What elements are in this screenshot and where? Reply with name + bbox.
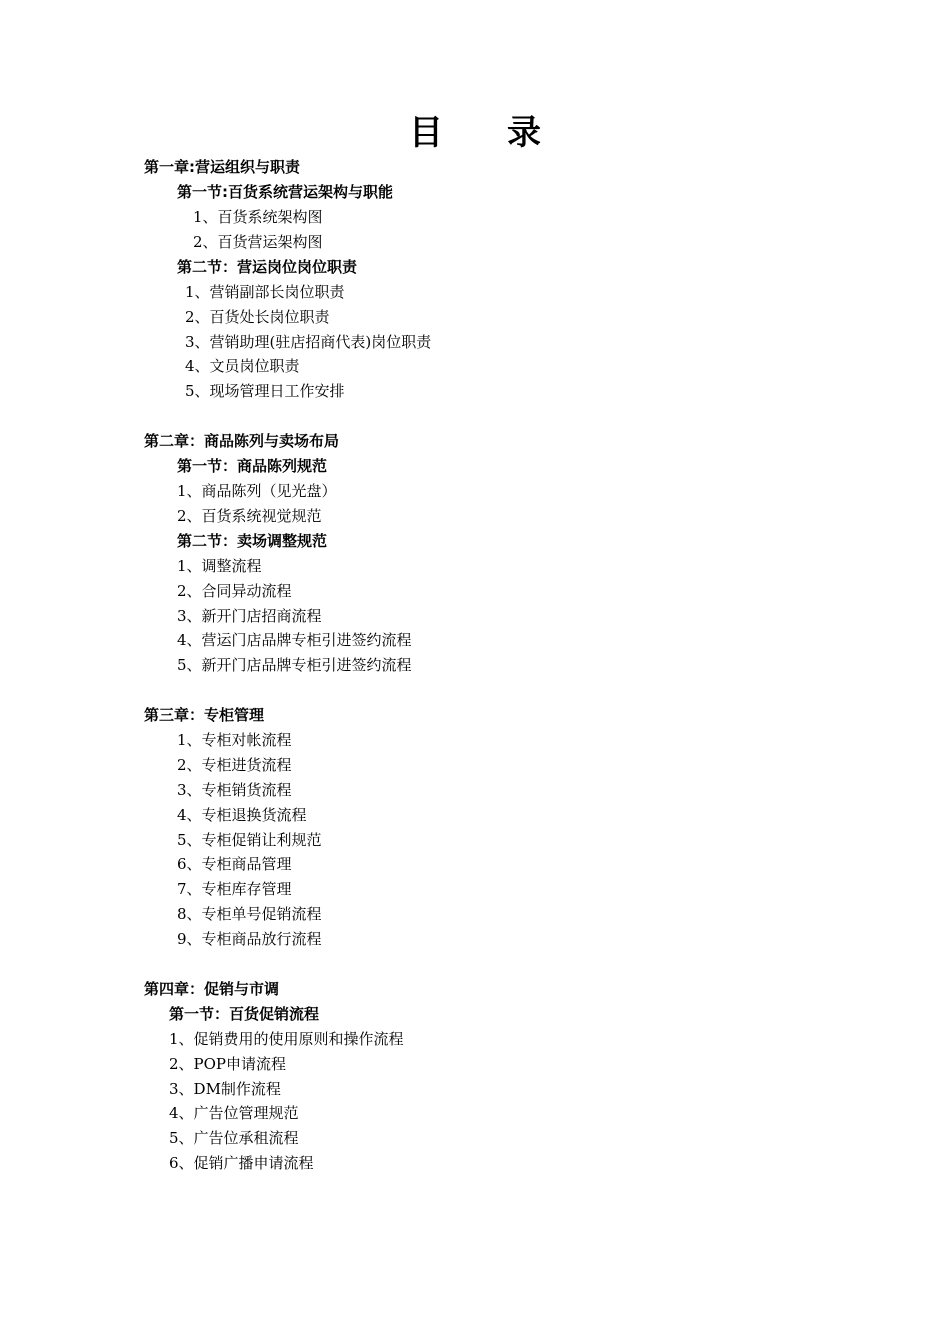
toc-item: 1、营销副部长岗位职责 <box>185 283 345 301</box>
toc-item: 2、百货系统视觉规范 <box>177 507 322 525</box>
toc-item: 5、专柜促销让利规范 <box>177 831 322 849</box>
toc-item: 1、商品陈列（见光盘） <box>177 482 337 500</box>
toc-item: 9、专柜商品放行流程 <box>177 930 322 948</box>
page-title: 目录 <box>409 113 605 153</box>
toc-item: 8、专柜单号促销流程 <box>177 905 322 923</box>
toc-item: 2、百货处长岗位职责 <box>185 308 330 326</box>
chapter-3-heading: 第三章：专柜管理 <box>144 706 265 724</box>
chapter-2-heading: 第二章：商品陈列与卖场布局 <box>144 432 340 450</box>
chapter-2-section-2-heading: 第二节：卖场调整规范 <box>177 532 328 550</box>
chapter-2-section-1-heading: 第一节：商品陈列规范 <box>177 457 328 475</box>
toc-item: 4、文员岗位职责 <box>185 357 300 375</box>
toc-item: 1、百货系统架构图 <box>193 208 323 226</box>
toc-item: 2、POP申请流程 <box>169 1055 287 1073</box>
toc-item: 7、专柜库存管理 <box>177 880 292 898</box>
toc-item: 1、专柜对帐流程 <box>177 731 292 749</box>
toc-item: 1、调整流程 <box>177 557 262 575</box>
toc-item: 4、广告位管理规范 <box>169 1104 299 1122</box>
toc-item: 6、促销广播申请流程 <box>169 1154 314 1172</box>
toc-item: 1、促销费用的使用原则和操作流程 <box>169 1030 404 1048</box>
toc-item: 2、合同异动流程 <box>177 582 292 600</box>
chapter-1-heading: 第一章:营运组织与职责 <box>144 158 300 176</box>
toc-item: 3、DM制作流程 <box>169 1080 281 1098</box>
toc-item: 5、广告位承租流程 <box>169 1129 299 1147</box>
chapter-4-section-1-heading: 第一节：百货促销流程 <box>169 1005 320 1023</box>
toc-item: 3、新开门店招商流程 <box>177 607 322 625</box>
toc-item: 4、营运门店品牌专柜引进签约流程 <box>177 631 412 649</box>
toc-item: 3、营销助理(驻店招商代表)岗位职责 <box>185 333 432 351</box>
chapter-1-section-1-heading: 第一节:百货系统营运架构与职能 <box>177 183 394 201</box>
toc-item: 2、百货营运架构图 <box>193 233 323 251</box>
chapter-4-heading: 第四章：促销与市调 <box>144 980 280 998</box>
toc-item: 6、专柜商品管理 <box>177 855 292 873</box>
toc-item: 4、专柜退换货流程 <box>177 806 307 824</box>
toc-item: 5、新开门店品牌专柜引进签约流程 <box>177 656 412 674</box>
toc-item: 3、专柜销货流程 <box>177 781 292 799</box>
toc-item: 2、专柜进货流程 <box>177 756 292 774</box>
chapter-1-section-2-heading: 第二节：营运岗位岗位职责 <box>177 258 358 276</box>
toc-item: 5、现场管理日工作安排 <box>185 382 345 400</box>
